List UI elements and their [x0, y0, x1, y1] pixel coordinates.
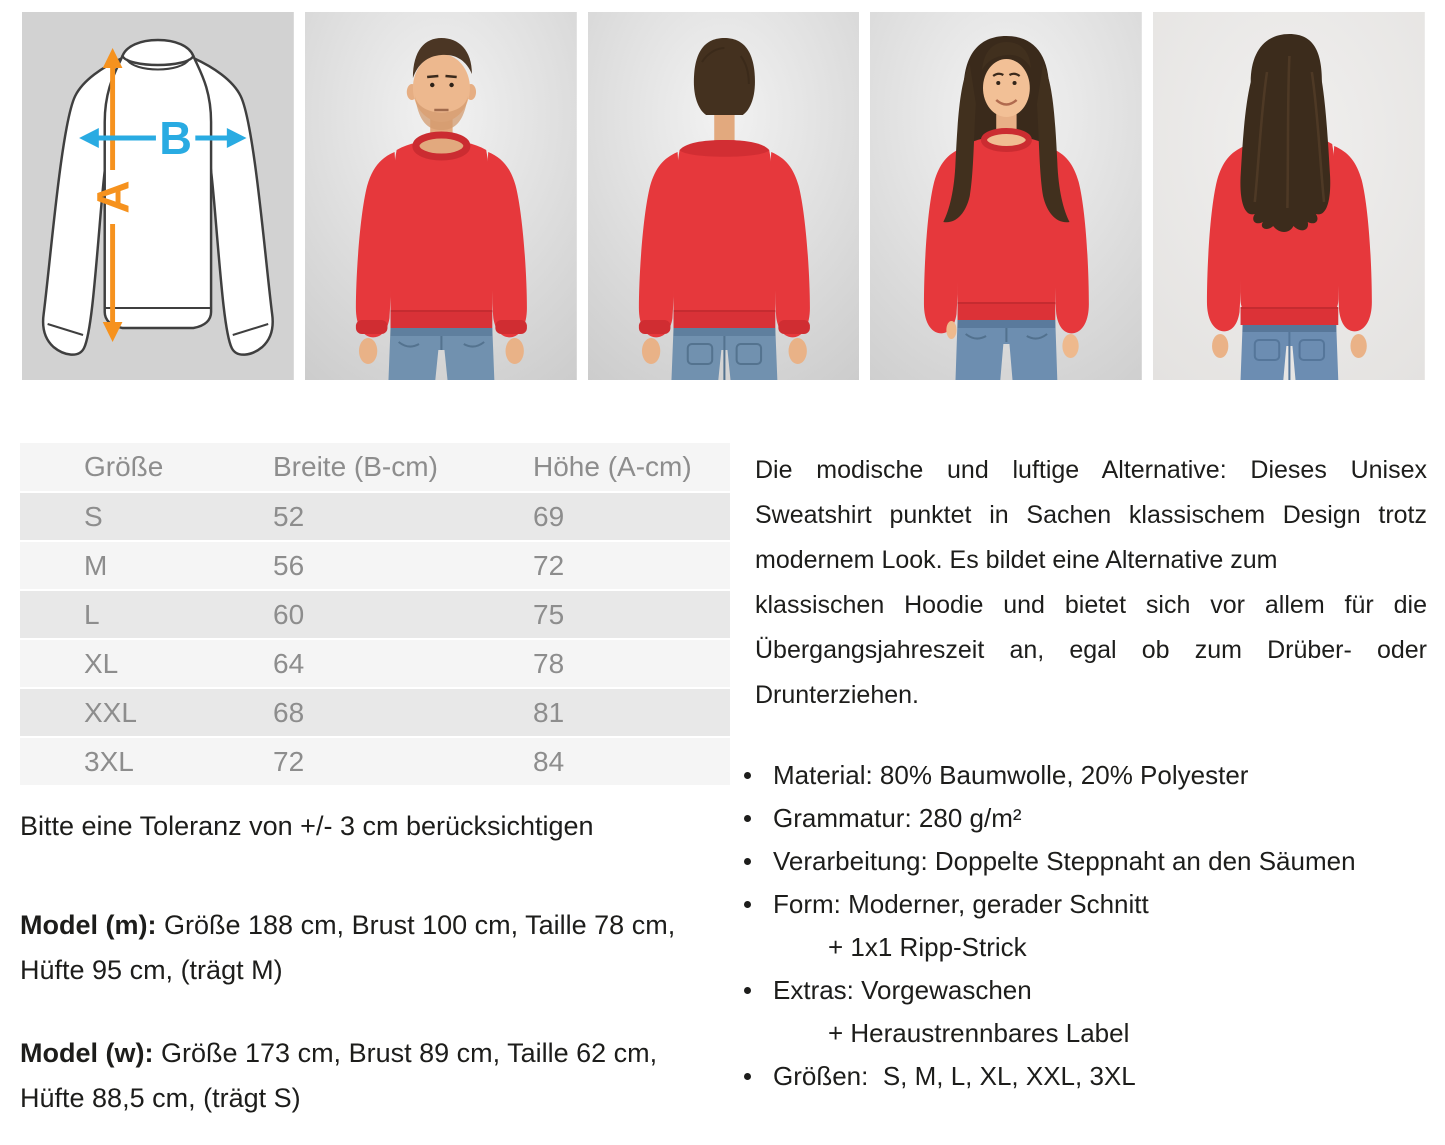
size-table-row — [20, 639, 730, 688]
size-table-column-header: Breite (B-cm) — [273, 443, 533, 492]
size-info-column — [20, 443, 730, 1121]
feature-item: Grammatur: 280 g/m² — [735, 797, 1427, 840]
size-table-cell: 60 — [273, 590, 533, 639]
size-table-cell: 3XL — [20, 737, 273, 786]
size-table-cell: 72 — [533, 541, 730, 590]
description-line: Die modische und luftige Alternative: Dieses Unisex — [755, 456, 1427, 484]
size-table-cell: 52 — [273, 492, 533, 541]
sweatshirt-measurement-diagram — [22, 12, 294, 380]
male-model-front-illustration — [305, 12, 577, 380]
label-b: B — [159, 112, 192, 165]
size-table-cell: XL — [20, 639, 273, 688]
feature-item: Größen: S, M, L, XL, XXL, 3XL — [735, 1055, 1427, 1098]
model-male-measurements: Größe 188 cm, Brust 100 cm, Taille 78 cm, Hüfte 95 cm, (trägt M) — [20, 910, 676, 985]
size-diagram-image[interactable] — [22, 12, 294, 380]
info-content — [20, 443, 1425, 1145]
size-table-cell: 72 — [273, 737, 533, 786]
model-female-info — [20, 1031, 725, 1121]
size-table-cell: 75 — [533, 590, 730, 639]
size-table-row — [20, 492, 730, 541]
photo-female-back[interactable] — [1153, 12, 1425, 380]
size-table-cell: M — [20, 541, 273, 590]
feature-list — [735, 754, 1427, 1098]
description-line: klassischen Hoodie und bietet sich vor allem für die — [755, 591, 1427, 619]
model-female-label: Model (w): — [20, 1038, 154, 1068]
size-table-cell: 69 — [533, 492, 730, 541]
feature-item: Material: 80% Baumwolle, 20% Polyester — [735, 754, 1427, 797]
size-table-column-header: Größe — [20, 443, 273, 492]
size-table-cell: 81 — [533, 688, 730, 737]
photo-male-back[interactable] — [588, 12, 860, 380]
feature-item-continuation: + 1x1 Ripp-Strick — [828, 932, 1027, 962]
size-table — [20, 443, 730, 787]
feature-item-continuation: + Heraustrennbares Label — [828, 1018, 1130, 1048]
size-table-column-header: Höhe (A-cm) — [533, 443, 730, 492]
size-table-cell: 68 — [273, 688, 533, 737]
product-gallery — [22, 12, 1425, 380]
description-line: Drunterziehen. — [755, 681, 919, 709]
size-table-head — [20, 443, 730, 492]
female-model-front-illustration — [870, 12, 1142, 380]
size-table-cell: L — [20, 590, 273, 639]
female-model-back-illustration — [1153, 12, 1425, 380]
feature-item: Form: Moderner, gerader Schnitt — [735, 883, 1427, 926]
size-table-cell: 78 — [533, 639, 730, 688]
size-table-cell: 56 — [273, 541, 533, 590]
size-table-cell: 84 — [533, 737, 730, 786]
size-table-row — [20, 541, 730, 590]
size-table-cell: XXL — [20, 688, 273, 737]
label-a: A — [87, 180, 139, 214]
male-model-back-illustration — [588, 12, 860, 380]
description-column — [755, 448, 1427, 1098]
size-table-cell: S — [20, 492, 273, 541]
size-table-row — [20, 688, 730, 737]
size-table-header-row — [20, 443, 730, 492]
model-female-measurements: Größe 173 cm, Brust 89 cm, Taille 62 cm, Hüfte 88,5 cm, (trägt S) — [20, 1038, 658, 1113]
photo-female-front[interactable] — [870, 12, 1142, 380]
feature-item: Extras: Vorgewaschen — [735, 969, 1427, 1012]
description-line: Übergangsjahreszeit an, egal ob zum Drüber- oder — [755, 636, 1427, 664]
description-line: modernem Look. Es bildet eine Alternative zum — [755, 546, 1278, 574]
size-table-cell: 64 — [273, 639, 533, 688]
feature-item: Verarbeitung: Doppelte Steppnaht an den Säumen — [735, 840, 1427, 883]
size-table-row — [20, 590, 730, 639]
product-description — [755, 448, 1427, 718]
size-table-body — [20, 492, 730, 786]
size-table-row — [20, 737, 730, 786]
photo-male-front[interactable] — [305, 12, 577, 380]
model-male-info — [20, 903, 725, 993]
tolerance-note: Bitte eine Toleranz von +/- 3 cm berücksichtigen — [20, 811, 594, 841]
model-male-label: Model (m): — [20, 910, 157, 940]
description-line: Sweatshirt punktet in Sachen klassischem Design trotz — [755, 501, 1427, 529]
